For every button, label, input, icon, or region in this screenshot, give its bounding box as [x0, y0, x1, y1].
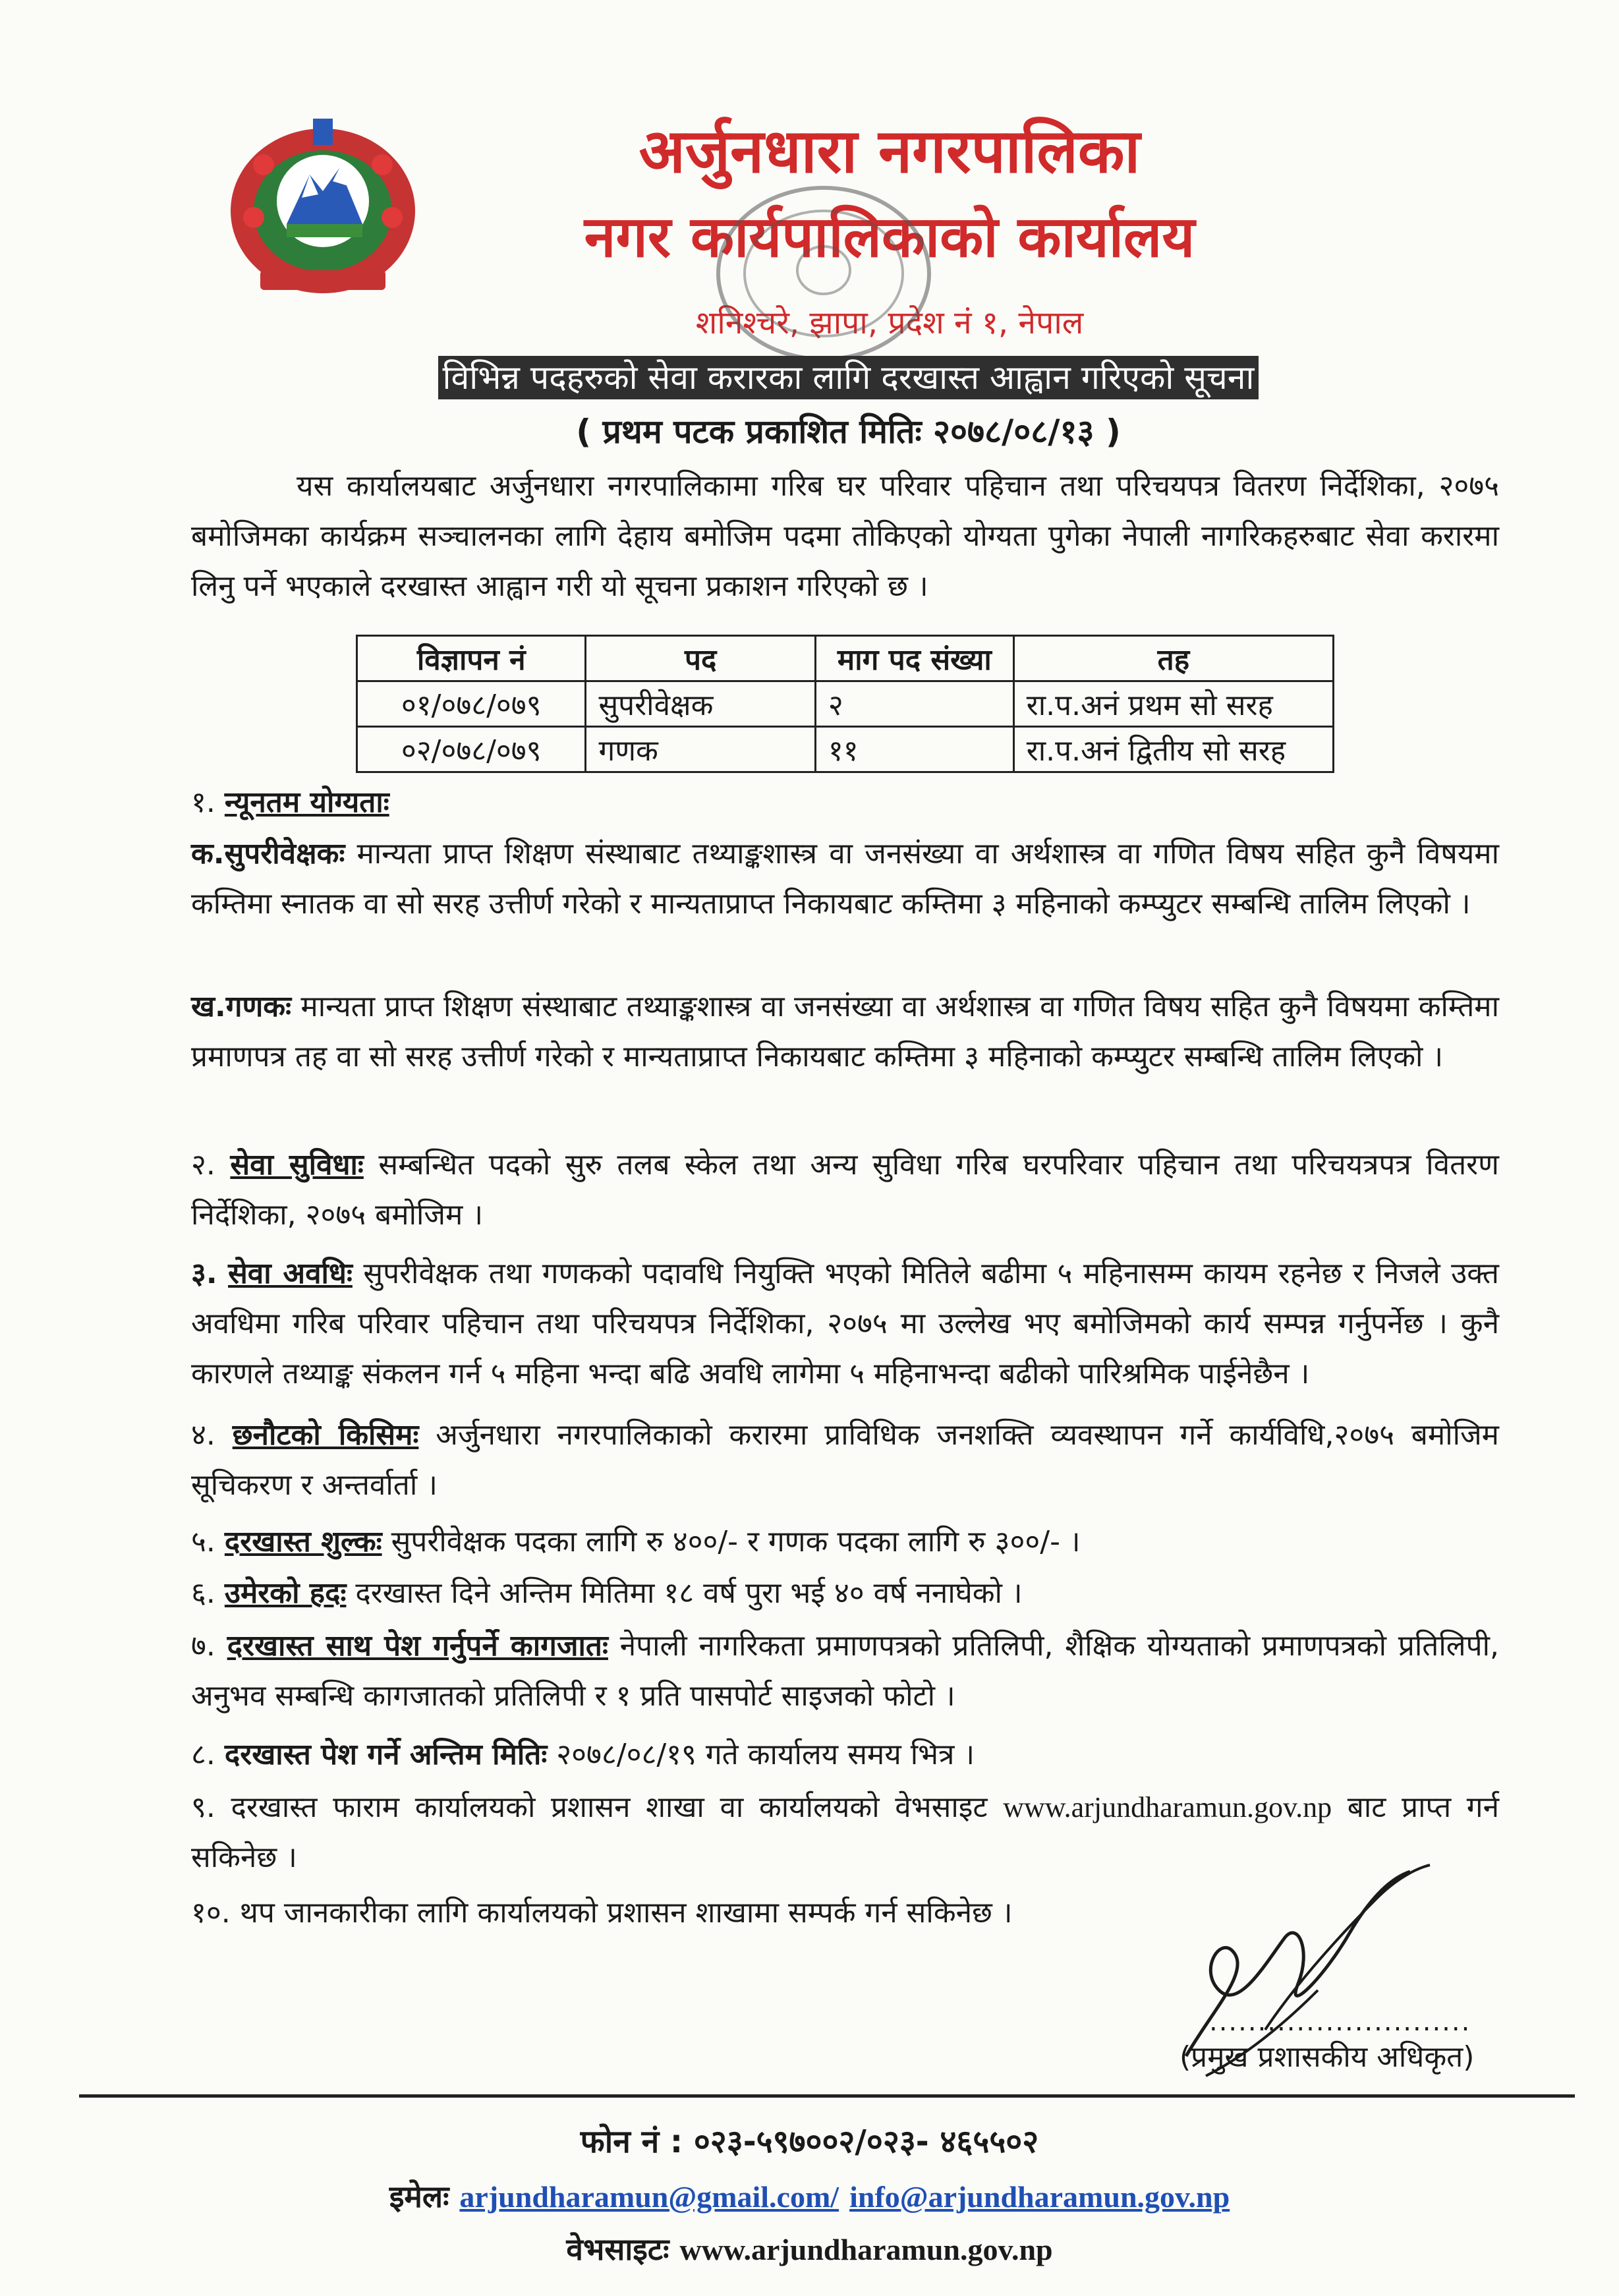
website-label: वेभसाइटः — [566, 2231, 669, 2267]
section-title: छनौटको किसिमः — [232, 1418, 419, 1452]
section-8 — [191, 1730, 1499, 1780]
footer-divider — [79, 2094, 1575, 2098]
header-level: तह — [1013, 636, 1333, 681]
cell-count: २ — [815, 681, 1013, 727]
table-row — [357, 681, 1334, 727]
section-number: १. — [191, 786, 215, 819]
section-number: ५. — [191, 1525, 215, 1559]
email-label: इमेलः — [389, 2179, 449, 2214]
cell-count: ११ — [815, 727, 1013, 772]
subsection-text: मान्यता प्राप्त शिक्षण संस्थाबाट तथ्याङ्कशास्त्र वा जनसंख्या वा अर्थशास्त्र वा गणित विषय सहित कुनै विषयमा कम्तिमा स्नातक वा सो सरह उत्तीर्ण गरेको र मान्यताप्राप्त निकायबाट कम्तिमा ३ महिनाको कम्प्युटर सम्बन्धि तालिम लिएको । — [191, 837, 1499, 921]
section-text: सुपरीवेक्षक तथा गणकको पदावधि नियुक्ति भएको मितिले बढीमा ५ महिनासम्म कायम रहनेछ र निजले उक्त अवधिमा गरिब परिवार पहिचान तथा परिचयपत्र निर्देशिका, २०७५ मा उल्लेख भए बमोजिमको कार्य सम्पन्न गर्नुपर्नेछ । कुनै कारणले तथ्याङ्क संकलन गर्न ५ महिना भन्दा बढि अवधि लागेमा ५ महिनाभन्दा बढीको पारिश्रमिक पाईनेछैन । — [191, 1257, 1499, 1391]
intro-paragraph: यस कार्यालयबाट अर्जुनधारा नगरपालिकामा गरिब घर परिवार पहिचान तथा परिचयपत्र वितरण निर्देशिका, २०७५ बमोजिमका कार्यक्रम सञ्चालनका लागि देहाय बमोजिम पदमा तोकिएको योग्यता पुगेका नेपाली नागरिकहरुबाट सेवा करारमा लिनु पर्ने भएकाले दरखास्त आह्वान गरी यो सूचना प्रकाशन गरिएको छ । — [191, 469, 1499, 603]
section-number: ६. — [191, 1576, 215, 1610]
section-title: सेवा सुविधाः — [230, 1148, 364, 1182]
cell-ad-no: ०१/०७८/०७९ — [357, 681, 586, 727]
section-title: सेवा अवधिः — [228, 1257, 353, 1290]
header-count: माग पद संख्या — [815, 636, 1013, 681]
section-5 — [191, 1517, 1499, 1567]
cell-ad-no: ०२/०७८/०७९ — [357, 727, 586, 772]
section-number: २. — [191, 1148, 215, 1182]
email-link-1[interactable]: arjundharamun@gmail.com/ — [459, 2180, 839, 2214]
office-stamp — [698, 165, 949, 376]
section-text: सुपरीवेक्षक पदका लागि रु ४००/- र गणक पदका लागि रु ३००/- । — [391, 1525, 1081, 1559]
cell-level: रा.प.अनं द्वितीय सो सरह — [1013, 727, 1333, 772]
cell-post: सुपरीवेक्षक — [586, 681, 815, 727]
section-text: ९. दरखास्त फाराम कार्यालयको प्रशासन शाखा वा कार्यालयको वेभसाइट — [191, 1791, 988, 1824]
table-row — [357, 727, 1334, 772]
signatory-title: (प्रमुख प्रशासकीय अधिकृत) — [1179, 2040, 1475, 2074]
office-address: शनिश्चरे, झापा, प्रदेश नं १, नेपाल — [695, 304, 1084, 341]
subsection-text: मान्यता प्राप्त शिक्षण संस्थाबाट तथ्याङ्कशास्त्र वा जनसंख्या वा अर्थशास्त्र वा गणित विषय सहित कुनै विषयमा कम्तिमा प्रमाणपत्र तह वा सो सरह उत्तीर्ण गरेको र मान्यताप्राप्त निकायबाट कम्तिमा ३ महिनाको कम्प्युटर सम्बन्धि तालिम लिएको । — [191, 990, 1499, 1074]
section-6 — [191, 1568, 1499, 1619]
section-title: उमेरको हदः — [224, 1576, 347, 1610]
office-name: अर्जुनधारा नगरपालिका — [639, 116, 1141, 187]
section-2 — [191, 1140, 1499, 1240]
website-link[interactable]: www.arjundharamun.gov.np — [1003, 1791, 1332, 1823]
signature-line: ........................... — [1209, 2007, 1471, 2037]
footer-phone: फोन नं : ०२३-५९७००२/०२३- ४६५५०२ — [580, 2123, 1039, 2160]
section-text: अर्जुनधारा नगरपालिकाको करारमा प्राविधिक जनशक्ति व्यवस्थापन गर्ने कार्यविधि,२०७५ बमोजिम सूचिकरण र अन्तर्वार्ता । — [191, 1418, 1499, 1502]
section-title: न्यूनतम योग्यताः — [224, 786, 389, 819]
section-1-kha — [191, 982, 1499, 1082]
section-text: दरखास्त दिने अन्तिम मितिमा १८ वर्ष पुरा भई ४० वर्ष ननाघेको । — [355, 1576, 1023, 1610]
section-3 — [191, 1249, 1499, 1399]
section-text: बाट प्राप्त गर्न सकिनेछ । — [191, 1791, 1499, 1874]
section-text: २०७८/०८/१९ गते कार्यालय समय भित्र । — [556, 1738, 975, 1771]
section-1-ka — [191, 829, 1499, 929]
subsection-label: ख.गणकः — [191, 990, 291, 1023]
footer-email — [0, 2175, 1619, 2219]
header-post: पद — [586, 636, 815, 681]
cell-post: गणक — [586, 727, 815, 772]
header-ad-no: विज्ञापन नं — [357, 636, 586, 681]
section-text: सम्बन्धित पदको सुरु तलब स्केल तथा अन्य सुविधा गरिब घरपरिवार पहिचान तथा परिचयत्रपत्र वितरण निर्देशिका, २०७५ बमोजिम । — [191, 1148, 1499, 1232]
footer-website — [0, 2227, 1619, 2272]
office-subtitle: नगर कार्यपालिकाको कार्यालय — [584, 204, 1195, 270]
section-text: १०. थप जानकारीका लागि कार्यालयको प्रशासन शाखामा सम्पर्क गर्न सकिनेछ । — [191, 1896, 1013, 1930]
subsection-label: क.सुपरीवेक्षकः — [191, 837, 345, 871]
section-4 — [191, 1410, 1499, 1510]
notice-title: विभिन्न पदहरुको सेवा करारका लागि दरखास्त आह्वान गरिएको सूचना — [438, 356, 1259, 399]
section-1-heading — [191, 778, 1499, 828]
nepal-emblem-logo — [224, 112, 422, 303]
section-text: नेपाली नागरिकता प्रमाणपत्रको प्रतिलिपी, शैक्षिक योग्यताको प्रमाणपत्रको प्रतिलिपी, अनुभव सम्बन्धि कागजातको प्रतिलिपी र १ प्रति पासपोर्ट साइजको फोटो । — [191, 1629, 1499, 1713]
email-link-2[interactable]: info@arjundharamun.gov.np — [849, 2180, 1230, 2214]
section-number: ८. — [191, 1738, 215, 1771]
section-title: दरखास्त पेश गर्ने अन्तिम मितिः — [224, 1738, 548, 1771]
website-url[interactable]: www.arjundharamun.gov.np — [679, 2233, 1053, 2266]
section-number: ७. — [191, 1629, 215, 1663]
section-7 — [191, 1621, 1499, 1721]
published-date: ( प्रथम पटक प्रकाशित मितिः २०७८/०८/१३ ) — [576, 413, 1121, 451]
section-number: ३. — [191, 1257, 217, 1290]
section-title: दरखास्त शुल्कः — [224, 1525, 382, 1559]
section-title: दरखास्त साथ पेश गर्नुपर्ने कागजातः — [227, 1629, 608, 1663]
posts-table — [356, 635, 1334, 773]
cell-level: रा.प.अनं प्रथम सो सरह — [1013, 681, 1333, 727]
section-number: ४. — [191, 1418, 215, 1452]
table-header-row — [357, 636, 1334, 681]
